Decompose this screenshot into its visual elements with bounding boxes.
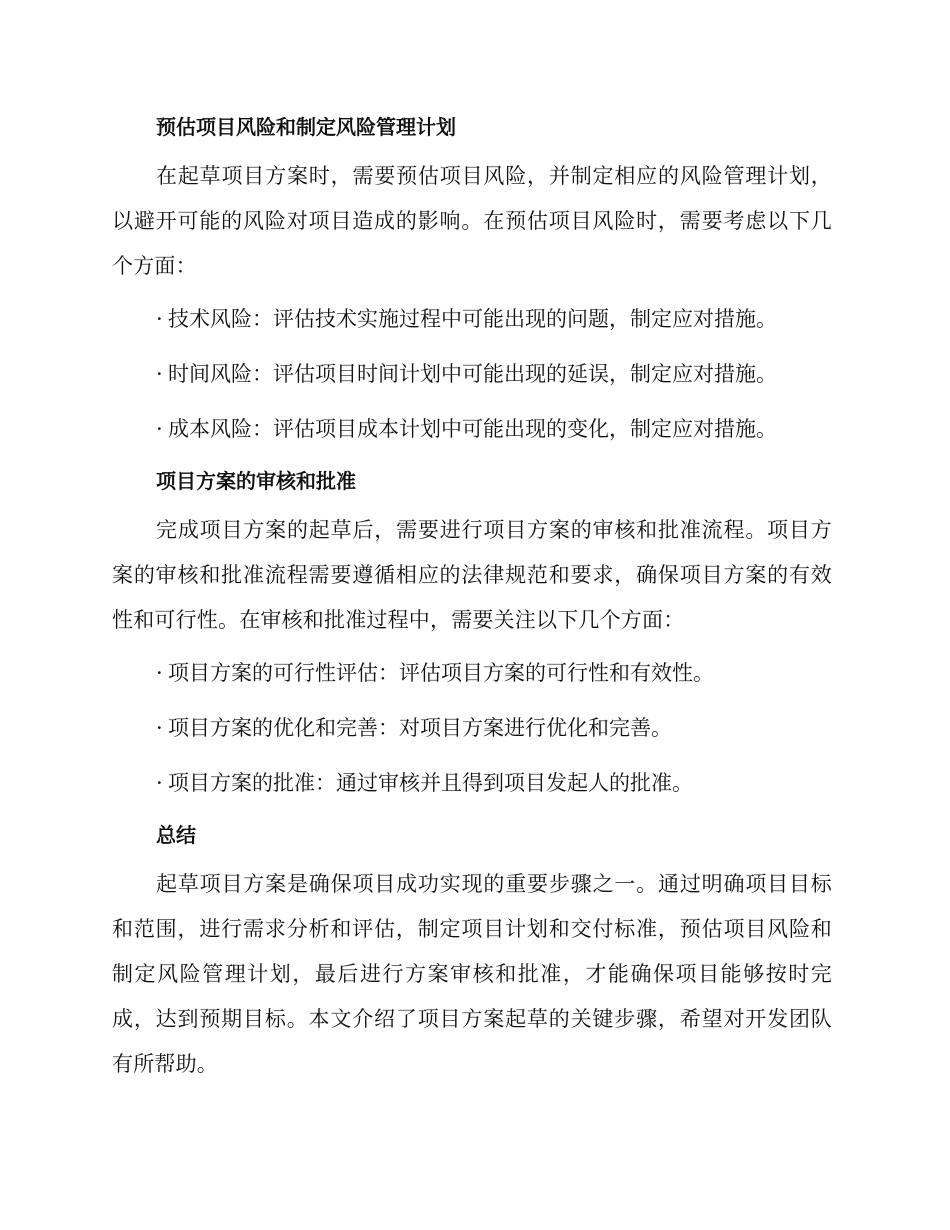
section-paragraph-risk: 在起草项目方案时，需要预估项目风险，并制定相应的风险管理计划，以避开可能的风险对项目造成的影响。在预估项目风险时，需要考虑以下几个方面：: [112, 164, 832, 278]
bullet-dot: ·: [156, 362, 163, 386]
list-item-text: 时间风险：评估项目时间计划中可能出现的延误，制定应对措施。: [168, 362, 777, 386]
section-paragraph-summary: 起草项目方案是确保项目成功实现的重要步骤之一。通过明确项目目标和范围，进行需求分析和评估，制定项目计划和交付标准，预估项目风险和制定风险管理计划，最后进行方案审核和批准，才能确保项目能够按时完成，达到预期目标。本文介绍了项目方案起草的关键步骤，希望对开发团队有所帮助。: [112, 872, 832, 1076]
bullet-dot: ·: [156, 307, 163, 331]
bullet-dot: ·: [156, 661, 163, 685]
list-item: [112, 352, 832, 397]
list-item-text: 技术风险：评估技术实施过程中可能出现的问题，制定应对措施。: [168, 307, 777, 331]
bullet-dot: ·: [156, 716, 163, 740]
bullet-dot: ·: [156, 417, 163, 441]
list-item-text: 项目方案的可行性评估：评估项目方案的可行性和有效性。: [168, 661, 714, 685]
bullet-dot: ·: [156, 771, 163, 795]
section-heading-risk: 预估项目风险和制定风险管理计划: [156, 115, 456, 139]
list-item: [112, 407, 832, 452]
list-item-text: 项目方案的优化和完善：对项目方案进行优化和完善。: [168, 716, 672, 740]
list-item: [112, 761, 832, 806]
list-item-text: 项目方案的批准：通过审核并且得到项目发起人的批准。: [168, 771, 693, 795]
list-item: [112, 651, 832, 696]
section-heading-summary: 总结: [156, 823, 196, 847]
section-heading-review: 项目方案的审核和批准: [156, 469, 356, 493]
document-content: [112, 108, 832, 1095]
section-paragraph-review: 完成项目方案的起草后，需要进行项目方案的审核和批准流程。项目方案的审核和批准流程需要遵循相应的法律规范和要求，确保项目方案的有效性和可行性。在审核和批准过程中，需要关注以下几个方面：: [112, 518, 832, 632]
list-item: [112, 297, 832, 342]
list-item-text: 成本风险：评估项目成本计划中可能出现的变化，制定应对措施。: [168, 417, 777, 441]
list-item: [112, 706, 832, 751]
